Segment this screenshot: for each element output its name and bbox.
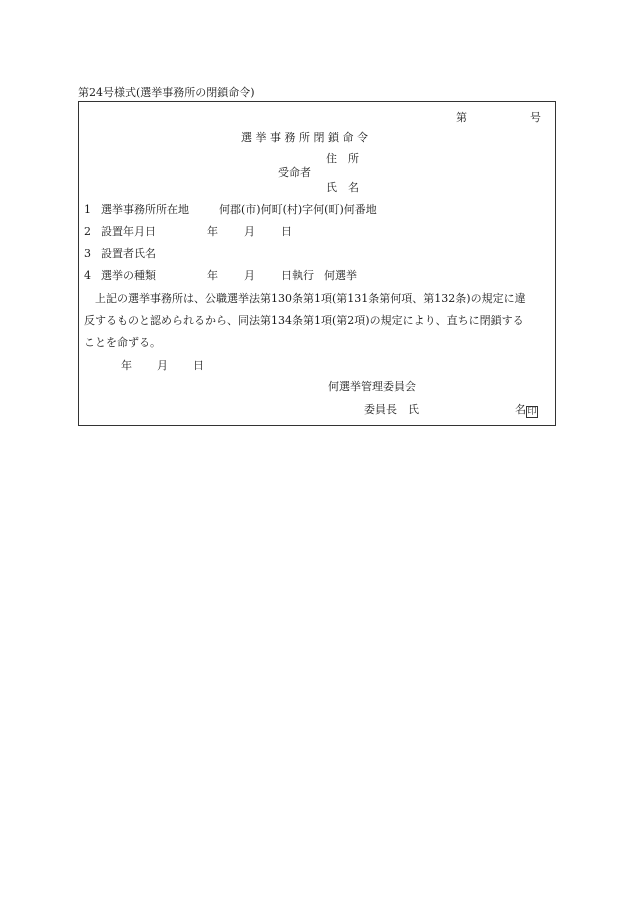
body-line-1: 上記の選挙事務所は、公職選挙法第130条第1項(第131条第何項、第132条)の規定に違 [95, 292, 526, 305]
number-prefix: 第 [456, 111, 467, 124]
document-title: 選 挙 事 務 所 閉 鎖 命 令 [241, 131, 368, 144]
item-label: 設置者氏名 [101, 247, 156, 260]
closure-order-form [78, 101, 556, 426]
office-location: 何郡(市)何町(村)字何(町)何番地 [219, 203, 377, 216]
address-label: 住 所 [326, 152, 359, 165]
recipient-label: 受命者 [278, 166, 311, 179]
number-suffix: 号 [530, 111, 541, 124]
name-label: 氏 名 [326, 181, 359, 194]
body-line-3: ことを命ずる。 [84, 336, 161, 349]
item-number: 2 [84, 225, 91, 238]
date-month: 月 [157, 359, 168, 372]
chairperson-title: 委員長 氏 [364, 403, 419, 416]
election-type: 何選挙 [324, 269, 357, 282]
item-label: 設置年月日 [101, 225, 156, 238]
election-day-label: 日執行 [281, 269, 314, 282]
month-label: 月 [244, 225, 255, 238]
day-label: 日 [281, 225, 292, 238]
item-number: 3 [84, 247, 91, 260]
date-day: 日 [193, 359, 204, 372]
month-label: 月 [244, 269, 255, 282]
seal-mark: 印 [527, 407, 537, 417]
year-label: 年 [207, 269, 218, 282]
form-label: 第24号様式(選挙事務所の閉鎖命令) [78, 86, 255, 99]
date-year: 年 [121, 359, 132, 372]
item-label: 選挙事務所所在地 [101, 203, 189, 216]
chairperson-name-label: 名印 [515, 403, 537, 417]
item-label: 選挙の種類 [101, 269, 156, 282]
item-number: 1 [84, 203, 91, 216]
item-number: 4 [84, 269, 91, 282]
body-line-2: 反するものと認められるから、同法第134条第1項(第2項)の規定により、直ちに閉鎖する [84, 314, 524, 327]
committee-name: 何選挙管理委員会 [328, 380, 416, 393]
year-label: 年 [207, 225, 218, 238]
